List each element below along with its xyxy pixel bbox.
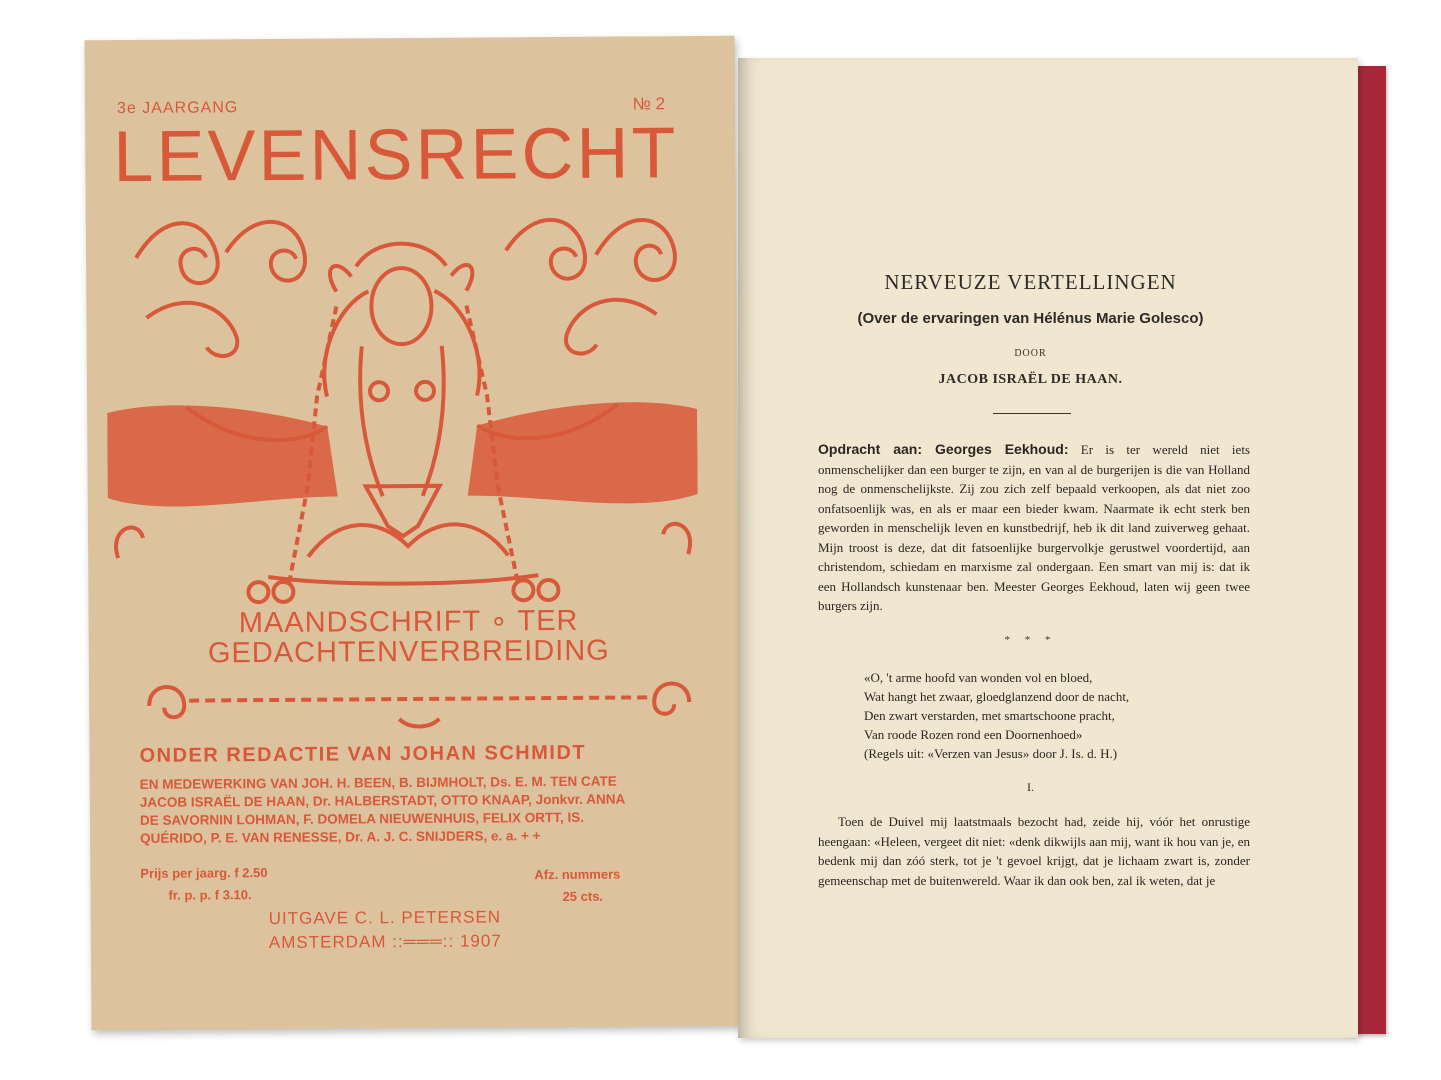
publisher-line2: AMSTERDAM ::═══:: 1907 xyxy=(268,931,502,953)
asterism: * * * xyxy=(1004,634,1057,646)
poem-line: «O, 't arme hoofd van wonden vol en bloed, xyxy=(864,670,1093,685)
price-line1: Prijs per jaarg. f 2.50 xyxy=(140,865,268,881)
publisher-line1: UITGAVE C. L. PETERSEN xyxy=(268,907,502,929)
story-subtitle: (Over de ervaringen van Hélénus Marie Golesco) xyxy=(857,310,1204,327)
author-name: JACOB ISRAËL DE HAAN. xyxy=(938,372,1123,387)
text-page xyxy=(738,58,1358,1038)
price-line2: fr. p. p. f 3.10. xyxy=(168,887,252,903)
single-issue-price: 25 cts. xyxy=(562,888,604,904)
poem-line: Van roode Rozen rond een Doornenhoed» xyxy=(864,727,1083,742)
dedication-text: Er is ter wereld niet iets onmenschelijker dan een burger te zijn, en van al de burgerijen is die van Holland nog de onmenschelijkste. Zij zou zich zelf bepaald verkoopen, als dat niet zoo onfatsoenlijk was, en als er maar een bieder kwam. Naarmate ik echt sterk ben geworden in menschelijk leven en kunstbedrijf, heb ik dit land zuiverweg gehaat. Mijn troost is deze, dat dit fatsoenlijke burgervolkje gerustwel voordertijd, aan christendom, schiedam en marxisme zal ondergaan. Een smart van mij is: dat ik een Hollandsch kunstenaar ben. Meester Georges Eekhoud, laten wij geen twee burgers zijn. xyxy=(818,442,1250,613)
contributors-list: EN MEDEWERKING VAN JOH. H. BEEN, B. BIJMHOLT, Ds. E. M. TEN CATE JACOB ISRAËL DE HAAN, Dr. HALBERSTADT, OTTO KNAAP, Jonkvr. ANNA DE SAVORNIN LOHMAN, F. DOMELA NIEUWENHUIS, FELIX ORTT, IS. QUÉRIDO, P. E. VAN RENESSE, Dr. A. J. C. SNIJDERS, e. a. + + xyxy=(139,773,625,846)
poem-excerpt xyxy=(864,668,1129,763)
single-issue-label: Afz. nummers xyxy=(534,866,621,883)
volume-label: 3e JAARGANG xyxy=(116,99,239,118)
issue-number: № 2 xyxy=(632,94,666,114)
dedication-paragraph xyxy=(818,440,1250,616)
poem-line: Den zwart verstarden, met smartschoone pracht, xyxy=(864,708,1115,723)
poem-line: Wat hangt het zwaar, gloedglanzend door de nacht, xyxy=(864,689,1130,704)
poem-source: (Regels uit: «Verzen van Jesus» door J. Is. d. H.) xyxy=(864,746,1118,761)
title-rule xyxy=(993,413,1071,414)
by-label: DOOR xyxy=(1014,348,1047,359)
cover-subtitle-line2: GEDACHTENVERBREIDING xyxy=(207,634,610,670)
story-body: Toen de Duivel mij laatstmaals bezocht had, zeide hij, vóór het onrustige heengaan: «Heleen, vergeet dit niet: «denk dikwijls aan mij, want ik hou van je, en bedenk mij dan zóó sterk, tot je 't gevoel krijgt, dat je lichaam zwart is, zonder gemeenschap met de buitenwereld. Waar ik dan ook ben, zal ik weten, dat je xyxy=(818,814,1250,888)
story-title: NERVEUZE VERTELLINGEN xyxy=(884,270,1177,294)
cover-illustration xyxy=(106,194,699,608)
dedication-lead: Opdracht aan: Georges Eekhoud: xyxy=(818,441,1069,457)
cover-subtitle-line1: MAANDSCHRIFT ∘ TER xyxy=(238,604,579,640)
editor-line: ONDER REDACTIE VAN JOHAN SCHMIDT xyxy=(139,741,587,767)
magazine-cover xyxy=(85,36,742,1031)
section-number: I. xyxy=(1027,780,1034,794)
magazine-title: LEVENSRECHT xyxy=(113,113,679,198)
chain-ornament xyxy=(129,672,709,736)
